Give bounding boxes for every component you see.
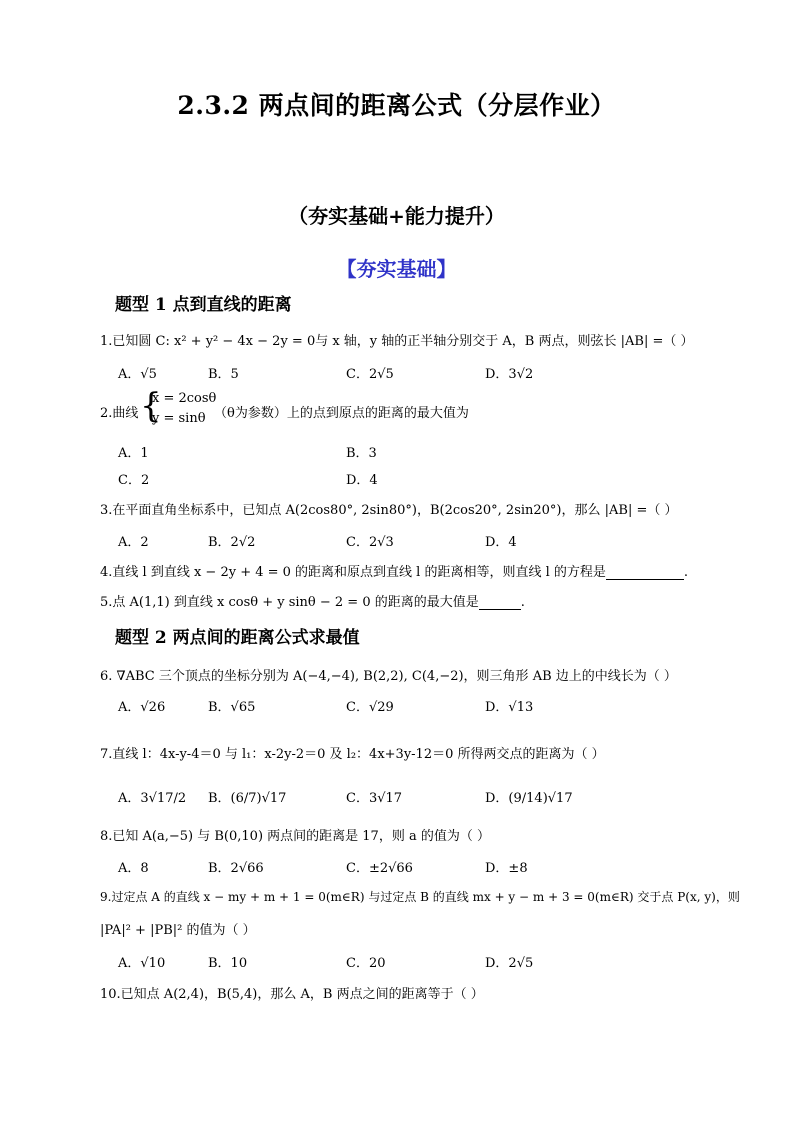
q7-option-d: D．(9/14)√17 <box>485 791 573 806</box>
question-8: 8.已知 A(a,−5) 与 B(0,10) 两点间的距离是 17，则 a 的值为（ ） <box>100 829 490 844</box>
question-5: 5.点 A(1,1) 到直线 x cosθ + y sinθ − 2 = 0 的距离的最大值是 . <box>100 595 525 610</box>
q2-system-line-2: y = sinθ <box>152 411 206 426</box>
q8-option-d: D．±8 <box>485 861 528 876</box>
q6-option-a: A．√26 <box>118 700 166 715</box>
question-9-line-1: 9.过定点 A 的直线 x − my + m + 1 = 0(m∈R) 与过定点 B 的直线 mx + y − m + 3 = 0(m∈R) 交于点 P(x, y)，则 <box>100 890 740 904</box>
q1-option-c: C．2√5 <box>346 367 394 382</box>
q8-option-a: A．8 <box>118 861 149 876</box>
q7-option-b: B．(6/7)√17 <box>208 791 287 806</box>
q9-option-d: D．2√5 <box>485 956 534 971</box>
q3-option-c: C．2√3 <box>346 535 394 550</box>
question-3: 3.在平面直角坐标系中，已知点 A(2cos80°, 2sin80°)，B(2cos20°, 2sin20°)，那么 |AB| =（ ） <box>100 503 678 518</box>
question-4: 4.直线 l 到直线 x − 2y + 4 = 0 的距离和原点到直线 l 的距离相等，则直线 l 的方程是 . <box>100 565 689 580</box>
q8-option-b: B．2√66 <box>208 861 264 876</box>
question-1: 1.已知圆 C: x² + y² − 4x − 2y = 0与 x 轴，y 轴的正半轴分别交于 A，B 两点，则弦长 |AB| =（ ） <box>100 334 694 349</box>
answer-blank <box>606 567 684 580</box>
q6-option-b: B．√65 <box>208 700 256 715</box>
question-6: 6. ∇ABC 三个顶点的坐标分别为 A(−4,−4), B(2,2), C(4,−2)，则三角形 AB 边上的中线长为（ ） <box>100 669 677 684</box>
question-2: （θ为参数）上的点到原点的距离的最大值为 <box>214 406 469 421</box>
q2-brace: { <box>140 386 162 426</box>
q1-option-b: B．5 <box>208 367 239 382</box>
q2-option-d: D．4 <box>346 473 378 488</box>
q9-option-b: B．10 <box>208 956 248 971</box>
q8-option-c: C．±2√66 <box>346 861 413 876</box>
question-type-1: 题型 1 点到直线的距离 <box>115 295 292 315</box>
page-title: 2.3.2 两点间的距离公式（分层作业） <box>177 91 616 120</box>
question-type-2: 题型 2 两点间的距离公式求最值 <box>115 628 360 648</box>
question-2-prefix: 2.曲线 <box>100 406 139 421</box>
q7-option-c: C．3√17 <box>346 791 403 806</box>
q9-option-c: C．20 <box>346 956 386 971</box>
q2-option-a: A．1 <box>118 446 149 461</box>
question-10: 10.已知点 A(2,4)，B(5,4)，那么 A，B 两点之间的距离等于（ ） <box>100 987 484 1002</box>
q3-option-a: A．2 <box>118 535 149 550</box>
q2-option-b: B．3 <box>346 446 377 461</box>
question-9-line-2: |PA|² + |PB|² 的值为（ ） <box>100 923 256 938</box>
q7-option-a: A．3√17/2 <box>118 791 187 806</box>
page-subtitle: （夯实基础+能力提升） <box>288 204 505 228</box>
q6-option-c: C．√29 <box>346 700 394 715</box>
q1-option-a: A．√5 <box>118 367 157 382</box>
section-heading: 【夯实基础】 <box>336 257 457 281</box>
q3-option-d: D．4 <box>485 535 517 550</box>
q9-option-a: A．√10 <box>118 956 166 971</box>
q3-option-b: B．2√2 <box>208 535 256 550</box>
question-7: 7.直线 l：4x-y-4＝0 与 l₁：x-2y-2＝0 及 l₂：4x+3y-12＝0 所得两交点的距离为（ ） <box>100 747 605 762</box>
q1-option-d: D．3√2 <box>485 367 534 382</box>
answer-blank <box>479 597 521 610</box>
question-4-text: 4.直线 l 到直线 x − 2y + 4 = 0 的距离和原点到直线 l 的距离相等，则直线 l 的方程是 <box>100 565 606 580</box>
q6-option-d: D．√13 <box>485 700 534 715</box>
q2-system-line-1: x = 2cosθ <box>152 391 217 406</box>
question-5-text: 5.点 A(1,1) 到直线 x cosθ + y sinθ − 2 = 0 的距离的最大值是 <box>100 595 479 610</box>
q2-option-c: C．2 <box>118 473 150 488</box>
